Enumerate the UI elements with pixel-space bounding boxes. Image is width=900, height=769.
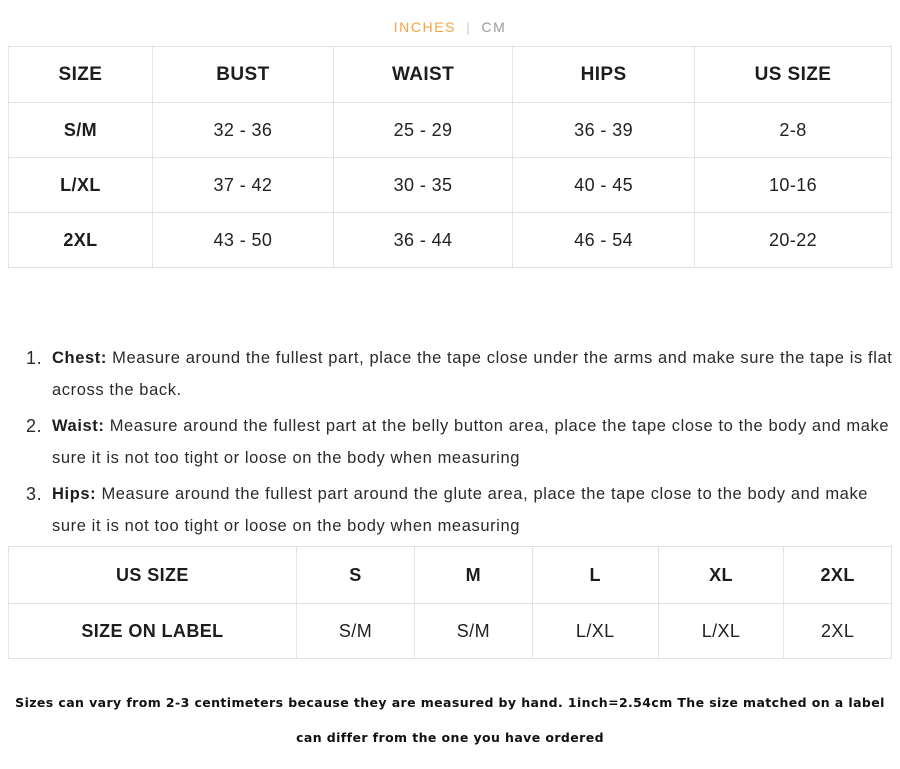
waist-cell: 30 - 35 xyxy=(333,158,512,213)
list-item-number: 1. xyxy=(26,348,43,368)
size-cell: S/M xyxy=(9,103,153,158)
label-value-cell: L/XL xyxy=(658,604,783,659)
table-row xyxy=(9,604,892,659)
label-value-cell: S/M xyxy=(415,604,532,659)
list-item xyxy=(26,478,894,542)
unit-toggle-inches[interactable]: INCHES xyxy=(393,19,457,35)
list-item-number: 3. xyxy=(26,484,43,504)
size-table-header-size: SIZE xyxy=(9,47,153,103)
unit-toggle xyxy=(0,0,900,46)
list-item-text xyxy=(52,342,894,406)
size-on-label-table xyxy=(8,546,892,659)
waist-cell: 25 - 29 xyxy=(333,103,512,158)
list-item xyxy=(26,410,894,474)
list-item-label: Waist: xyxy=(52,417,105,435)
size-disclaimer-note: Sizes can vary from 2-3 centimeters because they are measured by hand. 1inch=2.54cm The size matched on a label can differ from the one you have ordered xyxy=(15,695,885,745)
hips-cell: 36 - 39 xyxy=(513,103,695,158)
label-value-cell: S/M xyxy=(296,604,414,659)
label-table-header-row xyxy=(9,547,892,604)
label-table-header-m: M xyxy=(415,547,532,604)
list-item-label: Hips: xyxy=(52,485,97,503)
size-measurements-table xyxy=(8,46,892,268)
us-size-cell: 2-8 xyxy=(695,103,892,158)
us-size-cell: 20-22 xyxy=(695,213,892,268)
label-table-header-l: L xyxy=(532,547,658,604)
size-table-header-bust: BUST xyxy=(152,47,333,103)
hips-cell: 46 - 54 xyxy=(513,213,695,268)
unit-toggle-separator: | xyxy=(466,19,472,35)
bust-cell: 32 - 36 xyxy=(152,103,333,158)
size-on-label-cell: SIZE ON LABEL xyxy=(9,604,297,659)
list-item-body: Measure around the fullest part at the belly button area, place the tape close to the body and make sure it is not too tight or loose on the body when measuring xyxy=(52,417,890,467)
bust-cell: 37 - 42 xyxy=(152,158,333,213)
size-table-header-waist: WAIST xyxy=(333,47,512,103)
label-table-header-xl: XL xyxy=(658,547,783,604)
bust-cell: 43 - 50 xyxy=(152,213,333,268)
list-item-label: Chest: xyxy=(52,349,107,367)
table-row xyxy=(9,213,892,268)
size-table-header-hips: HIPS xyxy=(513,47,695,103)
unit-toggle-cm[interactable]: CM xyxy=(481,19,507,35)
list-item-number: 2. xyxy=(26,416,43,436)
waist-cell: 36 - 44 xyxy=(333,213,512,268)
us-size-cell: 10-16 xyxy=(695,158,892,213)
label-table-header-us-size: US SIZE xyxy=(9,547,297,604)
list-item-text xyxy=(52,410,894,474)
size-table-header-us-size: US SIZE xyxy=(695,47,892,103)
size-cell: L/XL xyxy=(9,158,153,213)
size-cell: 2XL xyxy=(9,213,153,268)
table-row xyxy=(9,103,892,158)
label-table-header-s: S xyxy=(296,547,414,604)
list-item-text xyxy=(52,478,894,542)
size-table-header-row xyxy=(9,47,892,103)
hips-cell: 40 - 45 xyxy=(513,158,695,213)
list-item-body: Measure around the fullest part around the glute area, place the tape close to the body and make sure it is not too tight or loose on the body when measuring xyxy=(52,485,869,535)
list-item xyxy=(26,342,894,406)
label-table-header-2xl: 2XL xyxy=(784,547,892,604)
measurement-instructions-list xyxy=(0,342,900,542)
label-value-cell: 2XL xyxy=(784,604,892,659)
label-value-cell: L/XL xyxy=(532,604,658,659)
table-row xyxy=(9,158,892,213)
list-item-body: Measure around the fullest part, place the tape close under the arms and make sure the tape is flat across the back. xyxy=(52,349,893,399)
